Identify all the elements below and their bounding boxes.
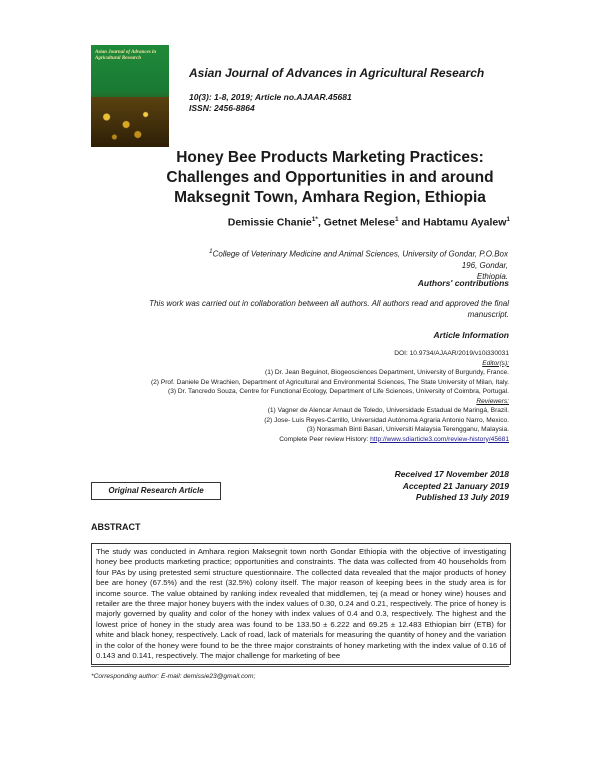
corresponding-author-footnote: *Corresponding author: E-mail: demissie23@gmail.com; xyxy=(91,673,256,680)
review-history-link[interactable]: http://www.sdiarticle3.com/review-history/45681 xyxy=(370,435,509,443)
article-type-box: Original Research Article xyxy=(91,482,221,500)
affiliation xyxy=(200,246,508,282)
author-superscript: 1* xyxy=(311,216,318,223)
journal-issue: 10(3): 1-8, 2019; Article no.AJAAR.45681 xyxy=(189,92,352,102)
title-line: Honey Bee Products Marketing Practices: xyxy=(176,149,484,166)
affiliation-line: College of Veterinary Medicine and Animal Sciences, University of Gondar, P.O.Box 196, Gondar, xyxy=(212,249,508,270)
editor-entry: (3) Dr. Tancredo Souza, Centre for Functional Ecology, Department of Life Sciences, University of Coimbra, Portugal. xyxy=(168,388,509,395)
author-superscript: 1 xyxy=(506,216,510,223)
abstract-text: The study was conducted in Amhara region Maksegnit town north Gondar Ethiopia with the objective of investigating honey bee products marketing practice; opportunities and constraints. The data was collected from 40 households from four PAs by using pretested semi structure questionnaire. The collected data revealed that the major products of honey bee are honey (67.5%) and the rest (32.5%) colony itself. The major reason of keeping bees in the study area is for income source. The value obtained by ranking index revealed that middlemen, tej (a mead or honey wine) houses and retailer are the three major honey buyers with the index values of 0.30, 0.24 and 0.21, respectively. The price of honey is majorly governed by quality and color of the honey with index values of 0.4 and 0.3, respectively. The highest and the lowest price of honey in the study area was found to be 133.50 ± 6.222 and 69.25 ± 12.483 Ethiopian birr (ETB) for white and black honey, respectively. Lack of road, lack of materials for measuring the quantity of honey and the variation in the color of the honey were found to be the three major constraints of honey marketing with the index value of 0.16 of 0.143 and 0.141, respectively. The major challenge for marketing of bee xyxy=(91,543,511,665)
reviewer-entry: (1) Vagner de Alencar Arnaut de Toledo, Universidade Estadual de Maringá, Brazil. xyxy=(267,407,509,414)
author-list xyxy=(180,216,510,229)
author-name: Habtamu Ayalew xyxy=(423,216,507,229)
contributions-line: This work was carried out in collaboration between all authors. All authors read and approved the final xyxy=(149,299,509,308)
footnote-divider xyxy=(91,666,509,667)
journal-name: Asian Journal of Advances in Agricultural Research xyxy=(189,66,485,80)
author-name: Demissie Chanie xyxy=(227,216,312,229)
affiliation-superscript: 1 xyxy=(208,248,213,255)
reviewer-entry: (3) Norasmah Binti Basari, Universiti Malaysia Terengganu, Malaysia. xyxy=(306,426,509,433)
date-received: Received 17 November 2018 xyxy=(394,469,509,479)
cover-title: Asian Journal of Advances in Agricultural Research xyxy=(95,50,157,61)
date-published: Published 13 July 2019 xyxy=(415,492,509,502)
title-line: Maksegnit Town, Amhara Region, Ethiopia xyxy=(174,189,486,206)
article-info-heading: Article Information xyxy=(433,330,509,340)
journal-issn: ISSN: 2456-8864 xyxy=(189,103,255,113)
author-separator: , xyxy=(317,216,324,229)
journal-cover-image xyxy=(91,45,169,147)
title-line: Challenges and Opportunities in and around xyxy=(166,169,494,186)
editor-entry: (2) Prof. Daniele De Wrachien, Department of Agricultural and Environmental Sciences, The State University of Milan, Italy. xyxy=(150,378,509,386)
abstract-heading: ABSTRACT xyxy=(91,522,141,532)
reviewers-label: Reviewers: xyxy=(476,397,509,405)
reviewer-entry: (2) Jose- Luis Reyes-Carrillo, Universidad Autónoma Agraria Antonio Narro, Mexico. xyxy=(264,416,509,424)
date-accepted: Accepted 21 January 2019 xyxy=(402,480,509,491)
author-name: Getnet Melese xyxy=(323,216,395,229)
contributions-line: manuscript. xyxy=(467,310,509,319)
contributions-heading: Authors' contributions xyxy=(417,278,509,288)
honeycomb-image xyxy=(91,97,169,147)
editors-label: Editor(s): xyxy=(482,359,509,367)
editor-entry: (1) Dr. Jean Beguinot, Biogeosciences Department, University of Burgundy, France. xyxy=(265,369,509,376)
review-history-label: Complete Peer review History: xyxy=(279,435,371,443)
affiliation-line: Ethiopia. xyxy=(476,271,508,281)
journal-meta xyxy=(189,92,352,114)
publication-dates xyxy=(395,469,509,504)
author-separator: and xyxy=(398,216,424,229)
author-superscript: 1 xyxy=(394,216,399,223)
paper-title xyxy=(140,148,520,208)
article-information xyxy=(91,349,509,444)
contributions-text xyxy=(91,298,509,320)
doi: DOI: 10.9734/AJAAR/2019/v10i330031 xyxy=(394,350,509,357)
